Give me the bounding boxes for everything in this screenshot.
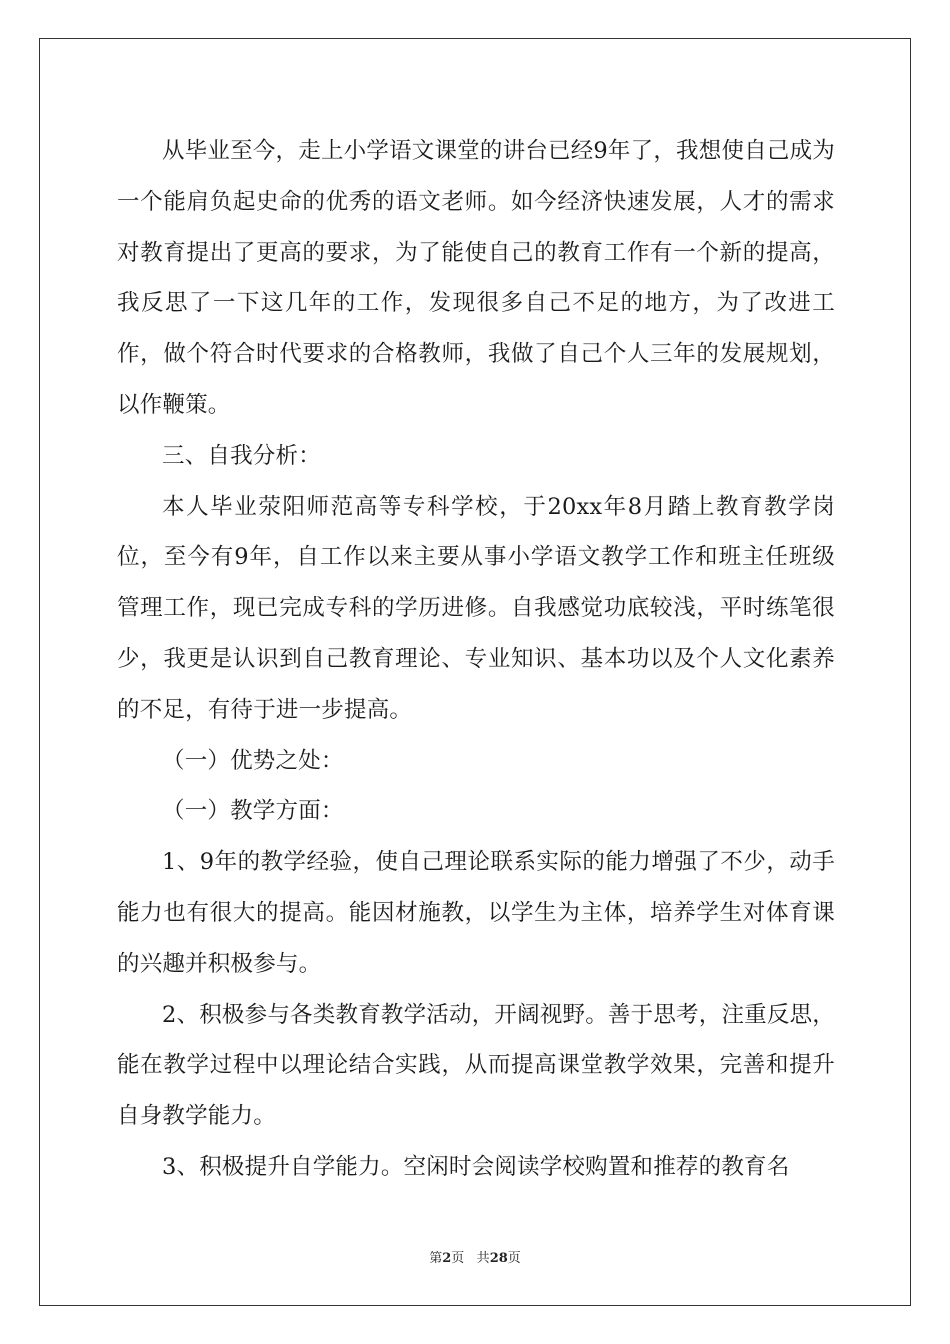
footer-page-word: 页	[451, 1251, 465, 1266]
heading-self-analysis: 三、自我分析：	[162, 442, 321, 469]
footer-current-page: 2	[442, 1251, 452, 1266]
footer-total-pages: 28	[489, 1251, 508, 1266]
paragraph-intro: 从毕业至今，走上小学语文课堂的讲台已经9年了，我想使自己成为一个能肩负起史命的优秀的语文老师。如今经济快速发展，人才的需求对教育提出了更高的要求，为了能使自己的教育工作有一个新的提高，我反思了一下这几年的工作，发现很多自己不足的地方，为了改进工作，做个符合时代要求的合格教师，我做了自己个人三年的发展规划，以作鞭策。	[117, 138, 835, 418]
footer-total-suffix: 页	[507, 1251, 521, 1266]
paragraph-item-1: 1、9年的教学经验，使自己理论联系实际的能力增强了不少，动手能力也有很大的提高。能因材施教，以学生为主体，培养学生对体育课的兴趣并积极参与。	[117, 849, 835, 977]
paragraph-item-3: 3、积极提升自学能力。空闲时会阅读学校购置和推荐的教育名	[162, 1153, 790, 1180]
footer-total-prefix: 共	[476, 1251, 490, 1266]
heading-strengths: （一）优势之处：	[162, 747, 344, 774]
page-footer	[0, 1247, 950, 1266]
paragraph-background: 本人毕业荥阳师范高等专科学校，于20xx年8月踏上教育教学岗位，至今有9年，自工作以来主要从事小学语文教学工作和班主任班级管理工作，现已完成专科的学历进修。自我感觉功底较浅，平时练笔很少，我更是认识到自己教育理论、专业知识、基本功以及个人文化素养的不足，有待于进一步提高。	[117, 493, 835, 723]
document-body	[117, 126, 835, 1193]
heading-teaching: （一）教学方面：	[162, 798, 344, 825]
footer-prefix: 第	[429, 1251, 443, 1266]
paragraph-item-2: 2、积极参与各类教育教学活动，开阔视野。善于思考，注重反思，能在教学过程中以理论结合实践，从而提高课堂教学效果，完善和提升自身教学能力。	[117, 1001, 835, 1130]
